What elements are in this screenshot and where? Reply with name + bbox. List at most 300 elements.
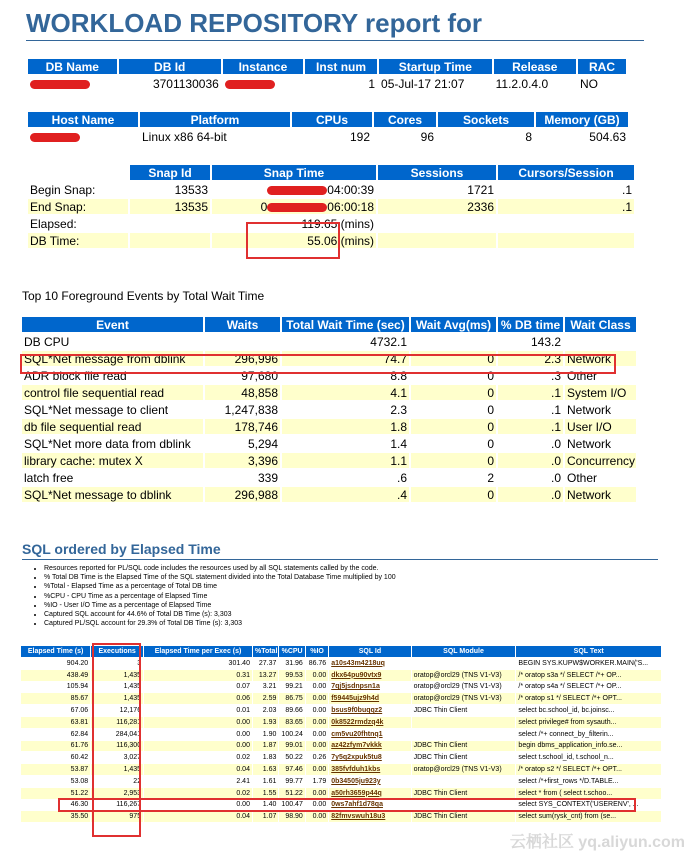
event-pct-db-time: 2.3 bbox=[498, 351, 563, 366]
column-header: Waits bbox=[205, 317, 280, 332]
event-row bbox=[22, 470, 636, 485]
platform-cell: Linux x86 64-bit bbox=[142, 129, 227, 144]
event-row bbox=[22, 334, 636, 349]
event-waits: 296,988 bbox=[205, 487, 280, 502]
event-pct-db-time: .3 bbox=[550, 368, 561, 383]
sql-pct-cpu: 51.22 bbox=[279, 788, 304, 799]
sql-per-exec: 0.06 bbox=[144, 693, 252, 704]
event-waits: 296,996 bbox=[205, 351, 280, 366]
redacted-db-name bbox=[30, 80, 90, 89]
sql-module: JDBC Thin Client bbox=[412, 741, 516, 752]
event-wait-avg: 0 bbox=[487, 402, 494, 417]
sql-text: /* oratop s4a */ SELECT /*+ OP... bbox=[518, 683, 622, 691]
snap-time: 04:00:39 bbox=[212, 182, 376, 197]
snap-label: DB Time: bbox=[28, 233, 128, 248]
sql-elapsed: 60.42 bbox=[70, 754, 89, 762]
event-waits: 48,858 bbox=[205, 385, 280, 400]
sql-per-exec: 0.00 bbox=[144, 717, 252, 728]
event-name: latch free bbox=[24, 470, 74, 485]
event-total-wait: 2.3 bbox=[390, 402, 407, 417]
sql-executions: 1,435 bbox=[123, 683, 142, 691]
event-wait-class bbox=[565, 334, 636, 349]
sql-elapsed-table bbox=[20, 645, 662, 823]
sql-id-link[interactable]: 0b34505ju923y bbox=[331, 777, 381, 785]
event-wait-avg: 0 bbox=[411, 453, 496, 468]
column-header: %CPU bbox=[279, 646, 304, 657]
column-header: Event bbox=[22, 317, 203, 332]
sql-module bbox=[412, 800, 516, 811]
sql-pct-io: 0.00 bbox=[306, 811, 328, 822]
sql-id-cell bbox=[329, 693, 410, 704]
event-row bbox=[22, 419, 636, 434]
sql-pct-total: 13.27 bbox=[253, 670, 278, 681]
event-row bbox=[22, 436, 636, 451]
sql-pct-cpu: 89.66 bbox=[285, 707, 303, 715]
column-header: Release bbox=[494, 59, 576, 74]
sql-pct-total: 1.63 bbox=[253, 764, 278, 775]
sql-per-exec: 0.02 bbox=[236, 754, 250, 762]
sql-executions: 284,041 bbox=[115, 730, 142, 738]
startup-time-cell: 05-Jul-17 21:07 bbox=[381, 76, 465, 91]
sql-executions: 1,435 bbox=[91, 764, 143, 775]
event-wait-avg: 0 bbox=[411, 385, 496, 400]
sql-row bbox=[21, 717, 661, 728]
column-header: Elapsed Time per Exec (s) bbox=[144, 646, 252, 657]
sql-pct-cpu: 99.53 bbox=[279, 670, 304, 681]
event-wait-avg: 2 bbox=[487, 470, 494, 485]
snap-header-row bbox=[28, 165, 634, 180]
sql-per-exec: 0.02 bbox=[144, 788, 252, 799]
sql-id-cell bbox=[329, 776, 410, 787]
snap-row bbox=[28, 216, 634, 231]
inst-num-cell: 1 bbox=[368, 76, 376, 91]
sql-pct-cpu: 98.90 bbox=[279, 811, 304, 822]
event-waits: 178,746 bbox=[205, 419, 280, 434]
sql-id-link[interactable]: 0k8522rmdzq4k bbox=[331, 718, 384, 726]
event-total-wait: 1.1 bbox=[282, 453, 409, 468]
sql-pct-total: 1.55 bbox=[253, 788, 278, 799]
snap-sessions: 1721 bbox=[467, 182, 494, 197]
elapsed-value: 119.65 (mins) bbox=[301, 216, 374, 231]
event-pct-db-time: .0 bbox=[498, 487, 563, 502]
column-header: Instance bbox=[223, 59, 303, 74]
sql-id-cell bbox=[329, 811, 410, 822]
sql-id-cell bbox=[329, 658, 410, 669]
sql-id-link[interactable]: 7qj5jsdnpsn1a bbox=[331, 683, 380, 691]
sql-elapsed: 51.22 bbox=[21, 788, 90, 799]
sql-executions: 12,176 bbox=[119, 707, 142, 715]
host-info-header-row bbox=[28, 112, 628, 127]
column-header: %IO bbox=[306, 646, 328, 657]
redacted-snap-date bbox=[267, 203, 327, 212]
sql-divider bbox=[22, 559, 658, 560]
sql-pct-io: 86.76 bbox=[308, 659, 327, 667]
sql-pct-io: 0.00 bbox=[312, 683, 327, 691]
sql-row bbox=[21, 811, 661, 822]
sql-executions: 22 bbox=[133, 777, 142, 785]
event-row bbox=[22, 453, 636, 468]
sql-text: select SYS_CONTEXT('USERENV', ... bbox=[518, 801, 639, 809]
event-row bbox=[22, 385, 636, 400]
sql-per-exec: 2.41 bbox=[236, 777, 250, 785]
sql-id-cell bbox=[329, 729, 410, 740]
note-item: • Captured SQL account for 44.6% of Total DB Time (s): 3,303 bbox=[44, 610, 396, 619]
rac-cell: NO bbox=[579, 76, 598, 91]
sql-module: JDBC Thin Client bbox=[413, 707, 468, 715]
sql-row bbox=[21, 752, 661, 763]
sql-pct-io: 0.00 bbox=[306, 788, 328, 799]
event-name: control file sequential read bbox=[22, 385, 203, 400]
sql-elapsed: 85.67 bbox=[21, 693, 90, 704]
sql-heading: SQL ordered by Elapsed Time bbox=[22, 541, 221, 557]
sockets-cell: 8 bbox=[525, 129, 532, 144]
column-header: CPUs bbox=[292, 112, 372, 127]
event-pct-db-time: .0 bbox=[550, 470, 561, 485]
sql-module: JDBC Thin Client bbox=[412, 811, 516, 822]
event-wait-avg: 0 bbox=[487, 436, 494, 451]
event-pct-db-time: .1 bbox=[498, 385, 563, 400]
sql-module: JDBC Thin Client bbox=[412, 788, 516, 799]
event-wait-avg bbox=[411, 334, 496, 349]
sql-text: select privilege# from sysauth... bbox=[516, 717, 661, 728]
sql-text: select /*+ connect_by_filterin... bbox=[518, 730, 614, 738]
snap-time: 0 06:00:18 bbox=[212, 199, 376, 214]
note-item: • %Total - Elapsed Time as a percentage of Total DB time bbox=[44, 582, 396, 591]
sql-elapsed: 63.81 bbox=[21, 717, 90, 728]
sql-row bbox=[21, 705, 661, 716]
sql-id-cell bbox=[329, 800, 410, 811]
event-wait-class: System I/O bbox=[565, 385, 636, 400]
sql-elapsed: 67.06 bbox=[70, 707, 89, 715]
db-name-cell bbox=[28, 76, 117, 91]
event-pct-db-time: .0 bbox=[498, 453, 563, 468]
sql-id-cell bbox=[329, 670, 410, 681]
sql-elapsed: 105.94 bbox=[66, 683, 89, 691]
event-waits: 1,247,838 bbox=[224, 402, 278, 417]
sql-module: oratop@orcl29 (TNS V1-V3) bbox=[412, 693, 516, 704]
event-wait-class: Network bbox=[565, 351, 636, 366]
event-name: SQL*Net message to client bbox=[24, 402, 169, 417]
snap-info-table bbox=[26, 163, 636, 250]
event-wait-class: User I/O bbox=[565, 419, 636, 434]
snap-row bbox=[28, 199, 634, 214]
column-header: Sockets bbox=[438, 112, 534, 127]
sql-module: JDBC Thin Client bbox=[413, 754, 468, 762]
sql-id-cell bbox=[329, 764, 410, 775]
sql-pct-io: 0.00 bbox=[306, 741, 328, 752]
snap-label: Begin Snap: bbox=[30, 182, 96, 197]
column-header: Memory (GB) bbox=[536, 112, 628, 127]
sql-id-cell bbox=[329, 788, 410, 799]
sql-elapsed: 61.76 bbox=[21, 741, 90, 752]
sql-pct-io: 0.00 bbox=[306, 693, 328, 704]
sql-executions: 116,281 bbox=[91, 717, 143, 728]
sql-row bbox=[21, 788, 661, 799]
sql-id-link[interactable]: dkx64pu90vtx9 bbox=[331, 671, 382, 679]
event-waits: 339 bbox=[257, 470, 278, 485]
sql-pct-io: 0.00 bbox=[312, 730, 327, 738]
sql-id-link[interactable]: 0ws7ahf1d78qa bbox=[331, 801, 383, 809]
sql-id-cell bbox=[329, 717, 410, 728]
sql-per-exec: 0.01 bbox=[236, 707, 250, 715]
sql-elapsed: 46.30 bbox=[70, 801, 89, 809]
redacted-host-name bbox=[30, 133, 80, 142]
column-header: Snap Id bbox=[130, 165, 210, 180]
sql-pct-total: 1.40 bbox=[262, 801, 277, 809]
cores-cell: 96 bbox=[420, 129, 434, 144]
sql-per-exec: 301.40 bbox=[228, 659, 250, 667]
event-wait-avg: 0 bbox=[411, 351, 496, 366]
sql-pct-cpu: 83.65 bbox=[279, 717, 304, 728]
sql-module: oratop@orcl29 (TNS V1-V3) bbox=[413, 683, 502, 691]
sql-pct-io: 0.00 bbox=[306, 764, 328, 775]
sql-text: select * from ( select t.schoo... bbox=[516, 788, 661, 799]
sql-pct-cpu: 100.24 bbox=[281, 730, 303, 738]
sql-elapsed: 438.49 bbox=[21, 670, 90, 681]
event-wait-class: Other bbox=[567, 368, 598, 383]
column-header: Host Name bbox=[28, 112, 138, 127]
sql-id-cell bbox=[329, 741, 410, 752]
column-header: SQL Id bbox=[329, 646, 410, 657]
sql-pct-total: 27.37 bbox=[258, 659, 277, 667]
sql-text: select sum(rysk_cnt) from (se... bbox=[516, 811, 661, 822]
sql-per-exec: 0.04 bbox=[144, 764, 252, 775]
sql-text: select bc.school_id, bc.joinsc... bbox=[518, 707, 615, 715]
sql-pct-io: 0.00 bbox=[312, 707, 327, 715]
event-total-wait: .4 bbox=[282, 487, 409, 502]
redacted-snap-date bbox=[267, 186, 327, 195]
sql-pct-io: 0.00 bbox=[306, 670, 328, 681]
sql-pct-total: 1.61 bbox=[262, 777, 277, 785]
sql-pct-cpu: 86.75 bbox=[279, 693, 304, 704]
host-name-cell bbox=[28, 129, 138, 144]
event-total-wait: 8.8 bbox=[390, 368, 407, 383]
sql-executions: 116,300 bbox=[91, 741, 143, 752]
sql-elapsed: 62.84 bbox=[70, 730, 89, 738]
event-row bbox=[22, 368, 636, 383]
sql-pct-total: 1.87 bbox=[253, 741, 278, 752]
event-waits: 97,680 bbox=[241, 368, 278, 383]
event-wait-class: Concurrency bbox=[567, 453, 636, 468]
sql-id-link[interactable]: az42zfym7vkkk bbox=[331, 742, 382, 750]
db-info-header-row bbox=[28, 59, 626, 74]
snap-blank-header bbox=[28, 165, 128, 180]
sql-per-exec: 0.00 bbox=[144, 741, 252, 752]
sql-text: select /*+first_rows */D.TABLE... bbox=[518, 777, 619, 785]
event-wait-class: Other bbox=[567, 470, 598, 485]
sql-pct-io: 0.00 bbox=[306, 717, 328, 728]
memory-cell: 504.63 bbox=[589, 129, 626, 144]
snap-id: 13535 bbox=[130, 199, 210, 214]
instance-cell bbox=[223, 76, 303, 91]
sql-row bbox=[21, 693, 661, 704]
sql-per-exec: 0.31 bbox=[144, 670, 252, 681]
sql-module bbox=[412, 729, 516, 740]
sql-pct-io: 0.26 bbox=[312, 754, 327, 762]
sql-module: oratop@orcl29 (TNS V1-V3) bbox=[412, 764, 516, 775]
event-waits bbox=[205, 334, 280, 349]
sql-id-cell bbox=[329, 682, 410, 693]
sql-id-link[interactable]: f59445ujz9h4d bbox=[331, 695, 380, 703]
sql-executions: 116,267 bbox=[116, 801, 142, 809]
sql-executions: 1,435 bbox=[91, 670, 143, 681]
sql-id-link[interactable]: a10s43m4218uq bbox=[331, 659, 385, 667]
column-header: DB Id bbox=[119, 59, 221, 74]
snap-label: End Snap: bbox=[28, 199, 128, 214]
sql-text: select t.school_id, t.school_n... bbox=[518, 754, 614, 762]
sql-row bbox=[21, 800, 661, 811]
sql-row bbox=[21, 776, 661, 787]
event-total-wait: 1.8 bbox=[282, 419, 409, 434]
sql-pct-cpu: 50.22 bbox=[285, 754, 303, 762]
sql-pct-cpu: 99.77 bbox=[285, 777, 303, 785]
event-name: SQL*Net message from dblink bbox=[22, 351, 203, 366]
column-header: Startup Time bbox=[379, 59, 492, 74]
cpus-cell: 192 bbox=[349, 129, 370, 144]
event-wait-avg: 0 bbox=[487, 368, 494, 383]
sql-pct-io: 0.00 bbox=[312, 801, 327, 809]
sql-pct-io: 1.79 bbox=[312, 777, 327, 785]
column-header: %Total bbox=[254, 648, 278, 655]
column-header: Wait Class bbox=[565, 317, 636, 332]
event-total-wait: 4732.1 bbox=[370, 334, 407, 349]
column-header: Cursors/Session bbox=[498, 165, 634, 180]
event-row bbox=[22, 487, 636, 502]
sql-per-exec: 0.00 bbox=[236, 730, 250, 738]
sql-id-link[interactable]: 82fmvswuh18u3 bbox=[331, 813, 386, 821]
sql-text: BEGIN SYS.KUPW$WORKER.MAIN('S... bbox=[518, 659, 649, 667]
event-wait-class: Network bbox=[565, 487, 636, 502]
sql-text: begin dbms_application_info.se... bbox=[516, 741, 661, 752]
db-id-cell: 3701130036 bbox=[152, 76, 219, 91]
column-header: Platform bbox=[140, 112, 290, 127]
snap-cursors: .1 bbox=[498, 199, 634, 214]
sql-module bbox=[412, 776, 516, 787]
sql-executions: 2,953 bbox=[91, 788, 143, 799]
note-item: • Captured PL/SQL account for 29.3% of Total DB Time (s): 3,303 bbox=[44, 619, 396, 628]
db-info-table bbox=[26, 57, 628, 93]
sql-text: /* oratop s2 */ SELECT /*+ OPT... bbox=[516, 764, 661, 775]
note-item: • %IO - User I/O Time as a percentage of Elapsed Time bbox=[44, 601, 396, 610]
sql-per-exec: 0.07 bbox=[236, 683, 250, 691]
event-name: DB CPU bbox=[24, 334, 70, 349]
sql-elapsed: 35.50 bbox=[21, 811, 90, 822]
column-header: % DB time bbox=[498, 317, 563, 332]
sql-elapsed: 53.08 bbox=[70, 777, 89, 785]
sql-text: /* oratop s3a */ SELECT /*+ OP... bbox=[516, 670, 661, 681]
event-pct-db-time: .1 bbox=[550, 402, 561, 417]
sql-pct-total: 3.21 bbox=[262, 683, 277, 691]
event-name: SQL*Net more data from dblink bbox=[24, 436, 191, 451]
sql-row bbox=[21, 682, 661, 693]
sql-id-link[interactable]: bsus9f0buqqz2 bbox=[331, 707, 383, 715]
event-pct-db-time: .0 bbox=[550, 436, 561, 451]
sql-header-row bbox=[21, 646, 661, 657]
sql-executions: 3 bbox=[137, 659, 142, 667]
sql-pct-cpu: 97.46 bbox=[279, 764, 304, 775]
snap-id: 13533 bbox=[174, 182, 208, 197]
column-header: Elapsed Time (s) bbox=[21, 646, 90, 657]
sql-text: /* oratop s1 */ SELECT /*+ OPT... bbox=[516, 693, 661, 704]
sql-id-cell bbox=[329, 752, 410, 763]
sql-row bbox=[21, 658, 661, 669]
sql-module bbox=[412, 717, 516, 728]
sql-module: oratop@orcl29 (TNS V1-V3) bbox=[412, 670, 516, 681]
event-total-wait: 4.1 bbox=[282, 385, 409, 400]
sql-per-exec: 0.00 bbox=[236, 801, 250, 809]
top-events-table bbox=[20, 315, 638, 504]
sql-pct-total: 1.93 bbox=[253, 717, 278, 728]
column-header: Sessions bbox=[378, 165, 496, 180]
host-info-table bbox=[26, 110, 630, 146]
events-header-row bbox=[22, 317, 636, 332]
sql-module bbox=[412, 658, 516, 669]
watermark: 云栖社区 yq.aliyun.com bbox=[509, 834, 685, 851]
sql-pct-cpu: 99.21 bbox=[285, 683, 303, 691]
sql-pct-total: 2.59 bbox=[253, 693, 278, 704]
event-total-wait: 74.7 bbox=[282, 351, 409, 366]
sql-notes bbox=[30, 564, 396, 628]
sql-pct-total: 1.83 bbox=[262, 754, 277, 762]
release-cell: 11.2.0.4.0 bbox=[495, 76, 549, 91]
sql-pct-cpu: 31.96 bbox=[285, 659, 303, 667]
sql-id-link[interactable]: cm5vu20fhtnq1 bbox=[331, 730, 383, 738]
sql-pct-total: 1.90 bbox=[262, 730, 277, 738]
note-item: • Resources reported for PL/SQL code includes the resources used by all SQL statements called by the code. bbox=[44, 564, 396, 573]
report-title: WORKLOAD REPOSITORY report for bbox=[26, 8, 482, 38]
event-wait-class: Network bbox=[567, 402, 612, 417]
column-header: Snap Time bbox=[212, 165, 376, 180]
sql-pct-cpu: 99.01 bbox=[279, 741, 304, 752]
column-header: Inst num bbox=[305, 59, 377, 74]
event-row bbox=[22, 351, 636, 366]
column-header: Executions bbox=[91, 646, 143, 657]
sql-executions: 3,027 bbox=[123, 754, 142, 762]
sql-id-link[interactable]: a50rh3659p44q bbox=[331, 789, 382, 797]
note-item: • %CPU - CPU Time as a percentage of Elapsed Time bbox=[44, 592, 396, 601]
redacted-instance bbox=[225, 80, 275, 89]
sql-id-link[interactable]: 385fvfduh1kbs bbox=[331, 766, 381, 774]
sql-row bbox=[21, 729, 661, 740]
title-divider bbox=[26, 40, 644, 41]
sql-executions: 1,435 bbox=[91, 693, 143, 704]
sql-row bbox=[21, 670, 661, 681]
event-name: db file sequential read bbox=[22, 419, 203, 434]
event-name: library cache: mutex X bbox=[22, 453, 203, 468]
event-name: ADR block file read bbox=[24, 368, 127, 383]
sql-id-cell bbox=[329, 705, 410, 716]
snap-label: Elapsed: bbox=[30, 216, 77, 231]
event-wait-avg: 0 bbox=[411, 419, 496, 434]
column-header: SQL Module bbox=[412, 646, 516, 657]
event-waits: 3,396 bbox=[205, 453, 280, 468]
event-wait-avg: 0 bbox=[411, 487, 496, 502]
sql-pct-cpu: 100.47 bbox=[281, 801, 303, 809]
event-waits: 5,294 bbox=[247, 436, 278, 451]
column-header: Wait Avg(ms) bbox=[411, 317, 496, 332]
event-total-wait: 1.4 bbox=[390, 436, 407, 451]
db-time-value: 55.06 (mins) bbox=[212, 233, 376, 248]
snap-cursors: .1 bbox=[621, 182, 632, 197]
sql-elapsed: 904.20 bbox=[66, 659, 89, 667]
sql-row bbox=[21, 741, 661, 752]
snap-sessions: 2336 bbox=[378, 199, 496, 214]
column-header: DB Name bbox=[28, 59, 117, 74]
column-header: Cores bbox=[374, 112, 436, 127]
sql-id-link[interactable]: 7y5q2xpuk5tu8 bbox=[331, 754, 382, 762]
sql-elapsed: 53.87 bbox=[21, 764, 90, 775]
sql-per-exec: 0.04 bbox=[144, 811, 252, 822]
